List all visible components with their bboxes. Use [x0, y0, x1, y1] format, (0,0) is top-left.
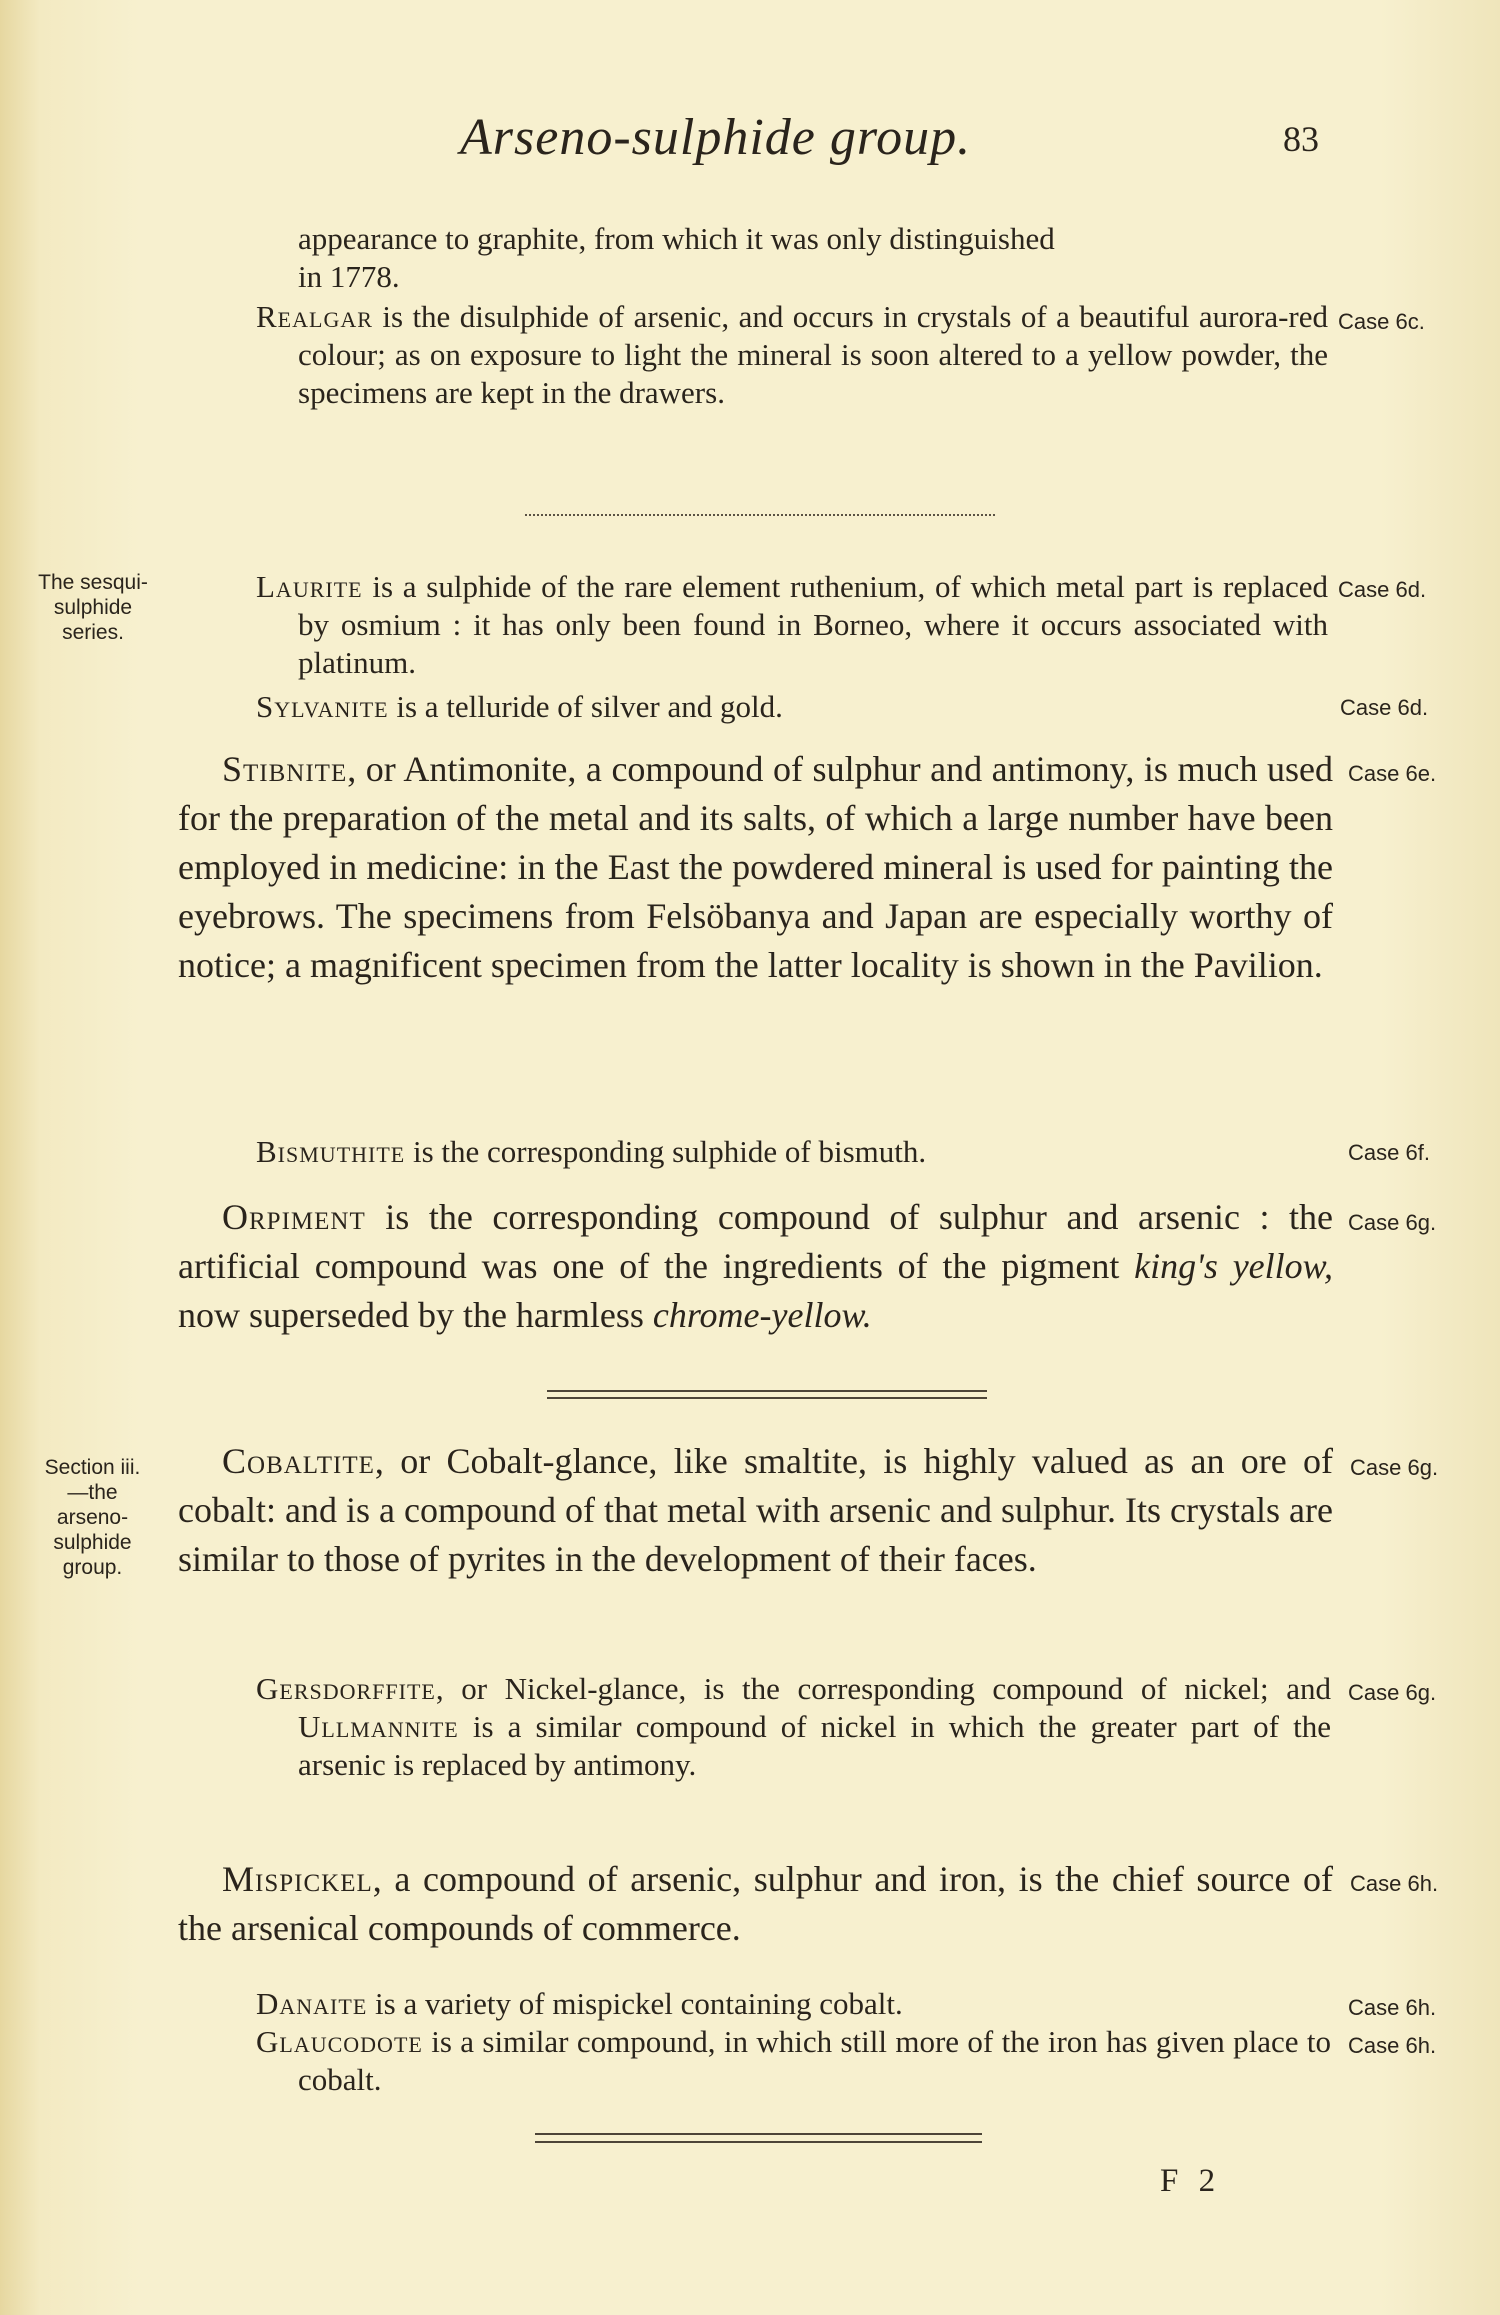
margin-note-line: sulphide	[53, 1531, 132, 1554]
double-rule-top	[547, 1390, 987, 1392]
gersdorffite-text-a: , or Nickel-glance, is the corresponding compound of nickel; and	[435, 1671, 1331, 1706]
signature-mark: F 2	[1160, 2163, 1222, 2199]
danaite-paragraph	[256, 1985, 1328, 2023]
sylvanite-case-ref: Case 6d.	[1340, 695, 1429, 720]
laurite-name: Laurite	[256, 569, 363, 604]
bottom-rule-bottom	[535, 2141, 982, 2143]
glaucodote-case-ref: Case 6h.	[1348, 2033, 1437, 2058]
margin-note-line: series.	[62, 621, 124, 644]
gersdorffite-name: Gersdorffite	[256, 1671, 436, 1706]
cobaltite-text: , or Cobalt-glance, like smaltite, is highly valued as an ore of cobalt: and is a compound of that metal with arsenic and sulphur. Its crystals are similar to those of pyrites in the development of their faces.	[178, 1441, 1333, 1579]
laurite-paragraph	[256, 568, 1328, 682]
orpiment-text-b: now superseded by the harmless	[178, 1295, 653, 1335]
margin-note-section-iii	[10, 1455, 175, 1580]
margin-note-line: Section iii.	[44, 1456, 141, 1479]
laurite-case-ref: Case 6d.	[1338, 577, 1427, 602]
bismuthite-name: Bismuthite	[256, 1134, 406, 1169]
continuation-line-1: appearance to graphite, from which it was only distinguished	[298, 221, 1055, 256]
double-rule-bottom	[547, 1397, 987, 1399]
continuation-line-2: in 1778.	[298, 259, 400, 294]
orpiment-text-a: is the corresponding compound of sulphur and arsenic : the artificial compound was one of the ingredients of the pigment	[178, 1197, 1333, 1286]
margin-note-line: arseno-	[56, 1506, 129, 1529]
orpiment-case-ref: Case 6g.	[1348, 1210, 1437, 1235]
gersdorffite-case-ref: Case 6g.	[1348, 1680, 1437, 1705]
glaucodote-paragraph	[256, 2023, 1331, 2099]
stibnite-text: , or Antimonite, a compound of sulphur and antimony, is much used for the preparation of the metal and its salts, of which a large number have been employed in medicine: in the East the powdered mineral is used for painting the eyebrows. The specimens from Felsöbanya and Japan are especially worthy of notice; a magnificent specimen from the latter locality is shown in the Pavilion.	[178, 749, 1333, 985]
glaucodote-text: is a similar compound, in which still more of the iron has given place to cobalt.	[298, 2024, 1331, 2097]
orpiment-paragraph	[178, 1193, 1333, 1340]
realgar-name: Realgar	[256, 299, 373, 334]
realgar-paragraph	[256, 298, 1328, 412]
gersdorffite-text-b: is a similar compound of nickel in which the greater part of the arsenic is replaced by antimony.	[298, 1709, 1331, 1782]
orpiment-italic-chrome-yellow: chrome-yellow.	[652, 1295, 872, 1335]
sylvanite-paragraph	[256, 688, 1328, 726]
margin-note-sesquisulphide	[8, 570, 178, 645]
mispickel-name: Mispickel	[222, 1859, 373, 1899]
mispickel-text: , a compound of arsenic, sulphur and iron, is the chief source of the arsenical compounds of commerce.	[178, 1859, 1333, 1948]
mispickel-case-ref: Case 6h.	[1350, 1871, 1439, 1896]
margin-note-line: group.	[62, 1556, 123, 1579]
running-head-title: Arseno-sulphide group.	[460, 109, 972, 166]
continuation-paragraph	[298, 220, 1328, 296]
bismuthite-case-ref: Case 6f.	[1348, 1140, 1430, 1165]
margin-note-line: sulphide	[53, 596, 133, 619]
danaite-case-ref: Case 6h.	[1348, 1995, 1437, 2020]
stibnite-name: Stibnite	[222, 749, 348, 789]
realgar-case-ref: Case 6c.	[1338, 309, 1425, 334]
dotted-divider	[525, 514, 995, 516]
realgar-text: is the disulphide of arsenic, and occurs in crystals of a beautiful aurora-red colour; as on exposure to light the mineral is soon altered to a yellow powder, the specimens are kept in the drawers.	[298, 299, 1328, 410]
cobaltite-paragraph	[178, 1437, 1333, 1584]
orpiment-name: Orpiment	[222, 1197, 366, 1237]
gersdorffite-paragraph	[256, 1670, 1331, 1784]
danaite-text: is a variety of mispickel containing cobalt.	[367, 1986, 903, 2021]
bismuthite-paragraph	[256, 1133, 1328, 1171]
cobaltite-name: Cobaltite	[222, 1441, 375, 1481]
bottom-rule-top	[535, 2133, 982, 2135]
sylvanite-text: is a telluride of silver and gold.	[388, 689, 783, 724]
ullmannite-name: Ullmannite	[298, 1709, 459, 1744]
glaucodote-name: Glaucodote	[256, 2024, 423, 2059]
margin-note-line: —the	[67, 1481, 118, 1504]
margin-note-line: The sesqui-	[38, 571, 148, 594]
mispickel-paragraph	[178, 1855, 1333, 1953]
laurite-text: is a sulphide of the rare element ruthenium, of which metal part is replaced by osmium : it has only been found in Borneo, where it occurs associated with platinum.	[298, 569, 1328, 680]
sylvanite-name: Sylvanite	[256, 689, 389, 724]
danaite-name: Danaite	[256, 1986, 368, 2021]
orpiment-italic-kings-yellow: king's yellow,	[1134, 1246, 1334, 1286]
page-number: 83	[1283, 119, 1319, 159]
bismuthite-text: is the corresponding sulphide of bismuth.	[405, 1134, 927, 1169]
cobaltite-case-ref: Case 6g.	[1350, 1455, 1439, 1480]
stibnite-case-ref: Case 6e.	[1348, 761, 1437, 786]
stibnite-paragraph	[178, 745, 1333, 990]
